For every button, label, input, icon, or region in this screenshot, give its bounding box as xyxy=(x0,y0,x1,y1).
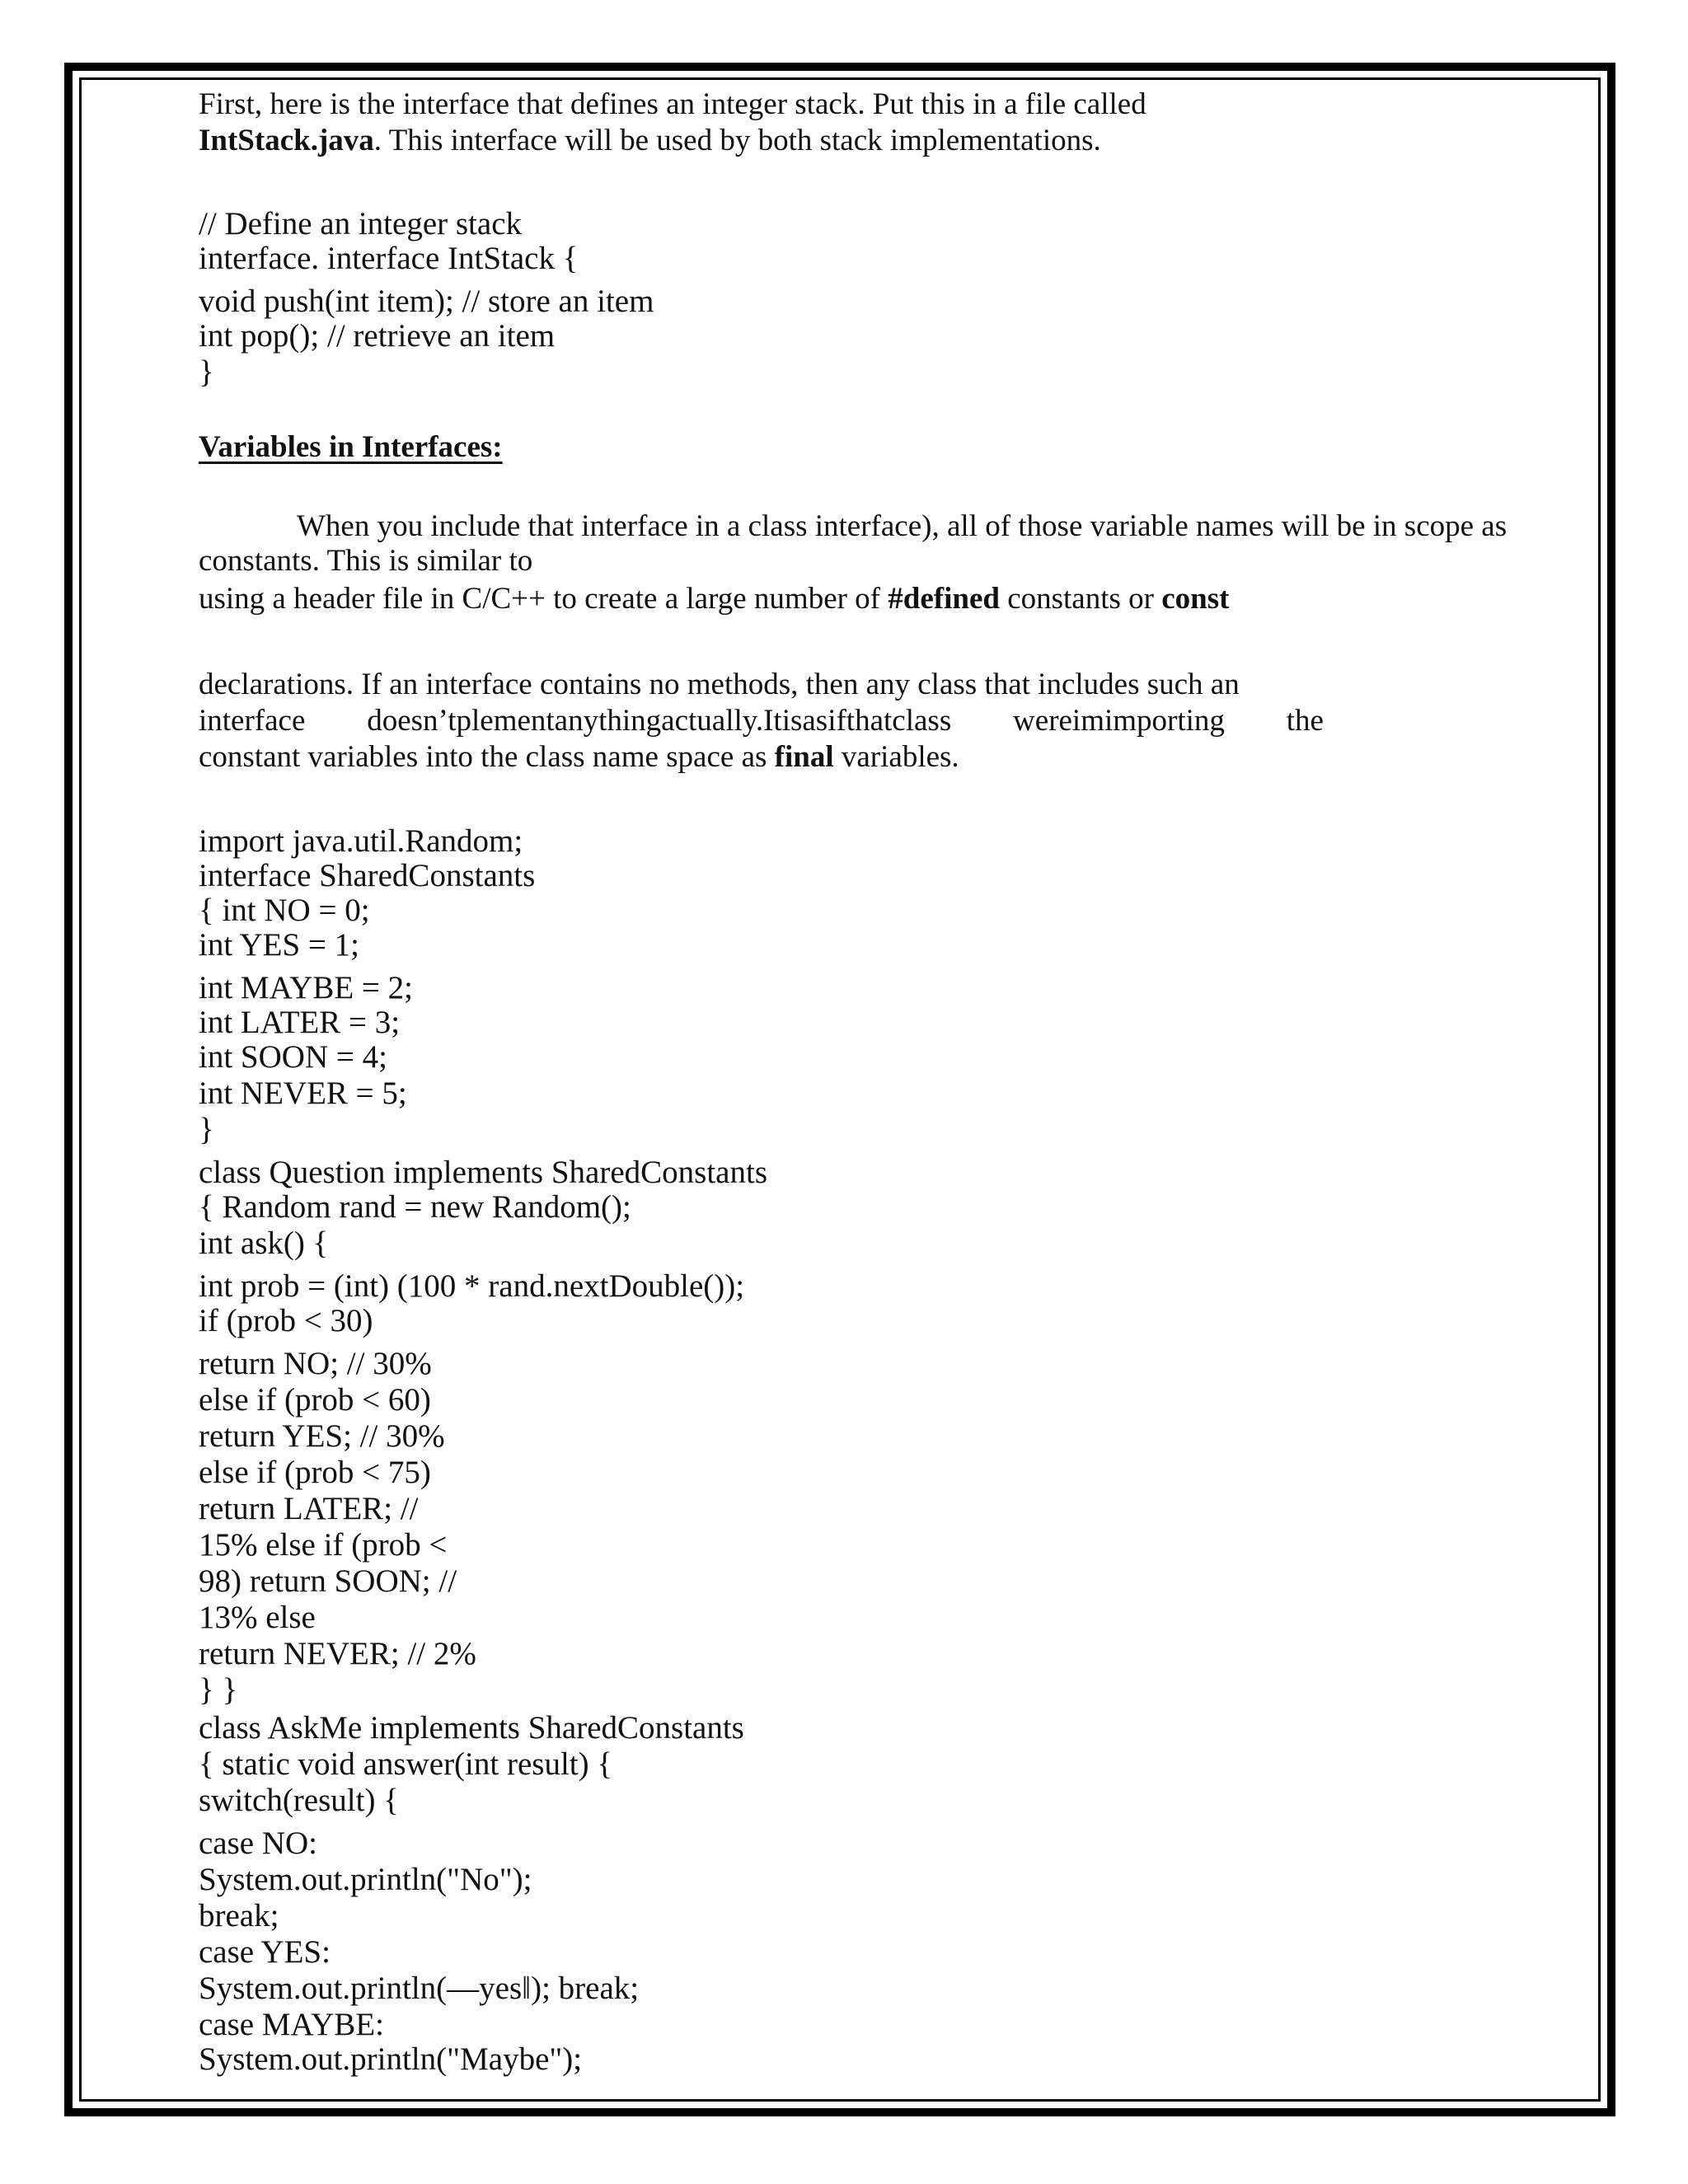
code-line: interface SharedConstants xyxy=(199,858,536,893)
code-line: int LATER = 3; xyxy=(199,1005,401,1040)
intro-line-2-rest: . This interface will be used by both stack implementations. xyxy=(373,124,1101,157)
code-line: System.out.println("No"); xyxy=(199,1862,532,1897)
code-line: System.out.println("Maybe"); xyxy=(199,2041,583,2077)
para2-word: interface xyxy=(199,704,306,738)
para2-text: variables. xyxy=(833,740,959,774)
para1-line-3 xyxy=(199,582,1229,616)
code-line: else if (prob < 60) xyxy=(199,1382,431,1418)
intro-line-2 xyxy=(199,124,1101,158)
code-line: { static void answer(int result) { xyxy=(199,1746,613,1782)
code-line: int YES = 1; xyxy=(199,927,359,963)
intstack-code-line: } xyxy=(199,354,214,390)
para2-text: constant variables into the class name space as xyxy=(199,740,775,774)
para2-word: the xyxy=(1286,704,1324,738)
code-line: if (prob < 30) xyxy=(199,1303,373,1338)
code-line: return YES; // 30% xyxy=(199,1418,445,1454)
code-line: case NO: xyxy=(199,1825,318,1861)
code-line: int prob = (int) (100 * rand.nextDouble()); xyxy=(199,1268,745,1304)
para2-line-1: declarations. If an interface contains no methods, then any class that includes such an xyxy=(199,668,1240,701)
intstack-code-line: int pop(); // retrieve an item xyxy=(199,318,556,354)
section-heading: Variables in Interfaces: xyxy=(199,430,503,464)
final-keyword: final xyxy=(774,740,834,774)
code-line: import java.util.Random; xyxy=(199,823,523,859)
para1-text: constants or xyxy=(999,582,1162,616)
para2-line-2 xyxy=(199,704,1324,738)
code-line: { int NO = 0; xyxy=(199,893,370,928)
code-line: case MAYBE: xyxy=(199,2007,384,2042)
para2-line-3 xyxy=(199,740,959,775)
para1-text: using a header file in C/C++ to create a large number of xyxy=(199,582,889,616)
code-line: else if (prob < 75) xyxy=(199,1455,431,1490)
const-keyword: const xyxy=(1161,582,1230,616)
para2-word: wereimimporting xyxy=(1013,704,1225,738)
code-line: class AskMe implements SharedConstants xyxy=(199,1710,744,1746)
code-line: return NO; // 30% xyxy=(199,1346,432,1381)
code-line: int SOON = 4; xyxy=(199,1039,387,1075)
code-line: break; xyxy=(199,1898,279,1933)
code-line: } } xyxy=(199,1672,238,1708)
intstack-code-line: // Define an integer stack xyxy=(199,206,522,241)
para1-line-2: constants. This is similar to xyxy=(199,544,533,578)
para1-line-1: When you include that interface in a class interface), all of those variable names will be in scope as xyxy=(297,509,1507,543)
code-line: System.out.println(―yes‖); break; xyxy=(199,1971,640,2006)
code-line: 98) return SOON; // xyxy=(199,1563,457,1599)
code-line: } xyxy=(199,1112,214,1147)
defined-keyword: #defined xyxy=(888,582,1000,616)
code-line: int NEVER = 5; xyxy=(199,1076,407,1111)
file-name: IntStack.java xyxy=(199,124,374,157)
code-line: return NEVER; // 2% xyxy=(199,1636,476,1671)
para2-word: doesn’tplementanythingactually.Itisasifthatclass xyxy=(367,704,952,738)
code-line: 15% else if (prob < xyxy=(199,1527,448,1563)
intstack-code-line: interface. interface IntStack { xyxy=(199,241,579,276)
code-line: return LATER; // xyxy=(199,1491,419,1526)
intro-line-1: First, here is the interface that defines an integer stack. Put this in a file called xyxy=(199,87,1146,121)
code-line: switch(result) { xyxy=(199,1783,399,1818)
code-line: int MAYBE = 2; xyxy=(199,970,414,1005)
intstack-code-line: void push(int item); // store an item xyxy=(199,284,654,319)
code-line: { Random rand = new Random(); xyxy=(199,1189,631,1225)
code-line: case YES: xyxy=(199,1934,331,1970)
code-line: class Question implements SharedConstants xyxy=(199,1155,768,1190)
code-line: 13% else xyxy=(199,1600,316,1635)
code-line: int ask() { xyxy=(199,1226,329,1261)
